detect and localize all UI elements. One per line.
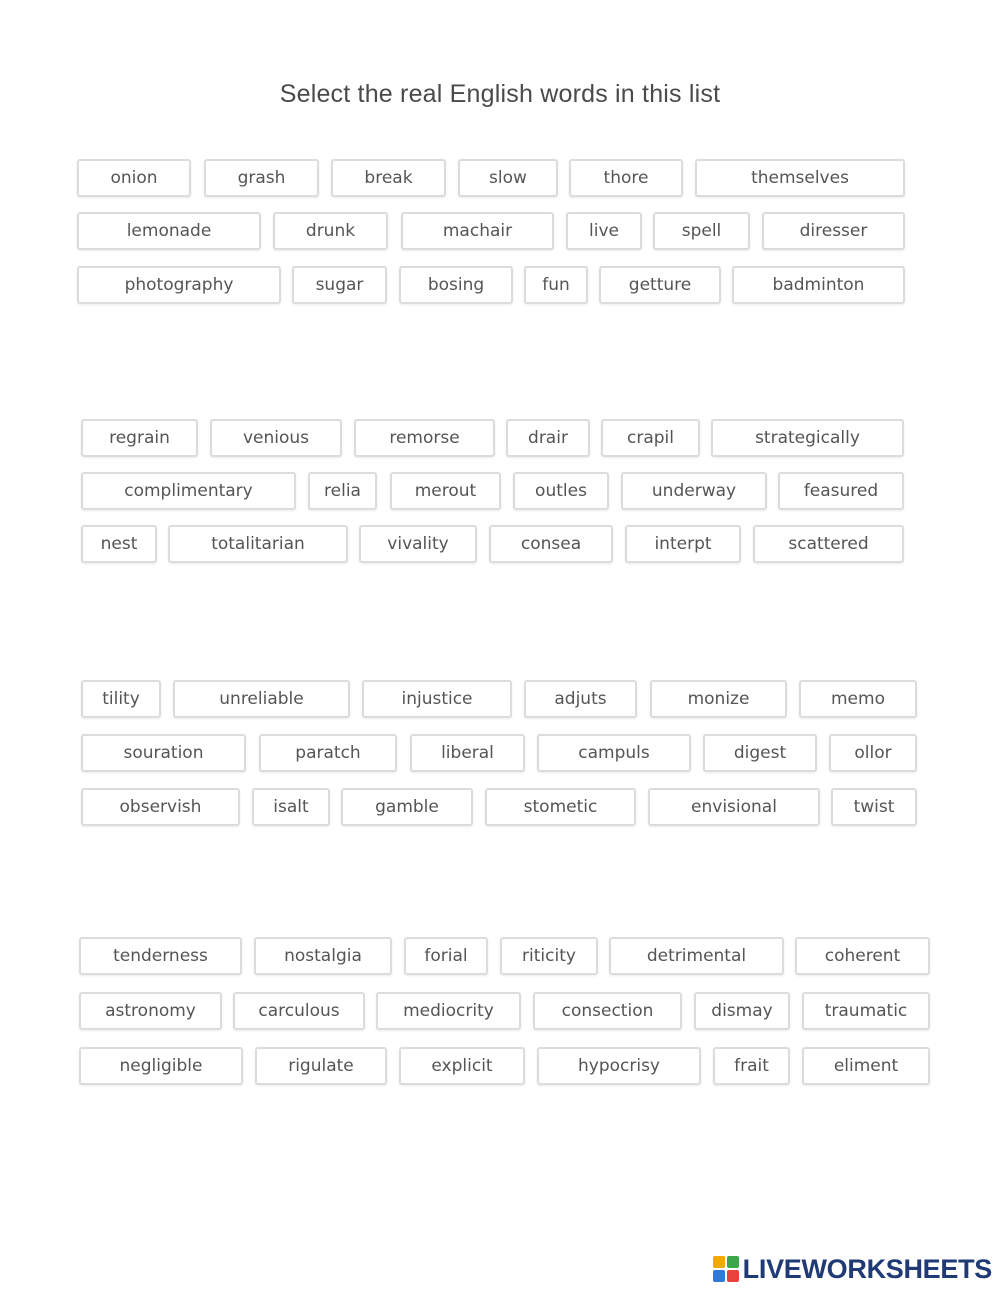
word-option[interactable]: coherent (795, 937, 930, 975)
word-option[interactable]: merout (390, 472, 501, 510)
word-option[interactable]: crapil (601, 419, 700, 457)
word-option[interactable]: eliment (802, 1047, 930, 1085)
word-option[interactable]: hypocrisy (537, 1047, 701, 1085)
word-option[interactable]: frait (713, 1047, 790, 1085)
word-row (0, 159, 1000, 199)
word-option[interactable]: traumatic (802, 992, 930, 1030)
word-option[interactable]: remorse (354, 419, 495, 457)
word-row (0, 472, 1000, 512)
word-option[interactable]: getture (599, 266, 721, 304)
word-option[interactable]: riticity (500, 937, 598, 975)
word-option[interactable]: tility (81, 680, 161, 718)
page-title: Select the real English words in this list (279, 80, 721, 108)
word-option[interactable]: carculous (233, 992, 365, 1030)
word-option[interactable]: fun (524, 266, 588, 304)
word-option[interactable]: memo (799, 680, 917, 718)
word-row (0, 680, 1000, 720)
word-option[interactable]: mediocrity (376, 992, 521, 1030)
word-option[interactable]: injustice (362, 680, 512, 718)
word-option[interactable]: astronomy (79, 992, 222, 1030)
word-option[interactable]: ollor (829, 734, 917, 772)
word-option[interactable]: consection (533, 992, 682, 1030)
word-option[interactable]: envisional (648, 788, 820, 826)
word-option[interactable]: venious (210, 419, 342, 457)
word-option[interactable]: interpt (625, 525, 741, 563)
word-option[interactable]: consea (489, 525, 613, 563)
word-row (0, 266, 1000, 306)
word-option[interactable]: paratch (259, 734, 397, 772)
word-option[interactable]: forial (404, 937, 488, 975)
word-option[interactable]: gamble (341, 788, 473, 826)
word-option[interactable]: monize (650, 680, 787, 718)
word-option[interactable]: liberal (410, 734, 525, 772)
word-option[interactable]: underway (621, 472, 767, 510)
word-option[interactable]: diresser (762, 212, 905, 250)
word-option[interactable]: totalitarian (168, 525, 348, 563)
word-option[interactable]: machair (401, 212, 554, 250)
word-option[interactable]: feasured (778, 472, 904, 510)
word-option[interactable]: thore (569, 159, 683, 197)
word-option[interactable]: relia (308, 472, 377, 510)
word-option[interactable]: souration (81, 734, 246, 772)
word-option[interactable]: outles (513, 472, 609, 510)
word-option[interactable]: nest (81, 525, 157, 563)
word-option[interactable]: observish (81, 788, 240, 826)
word-option[interactable]: vivality (359, 525, 477, 563)
liveworksheets-logo (713, 1252, 992, 1286)
word-option[interactable]: tenderness (79, 937, 242, 975)
word-row (0, 419, 1000, 459)
word-option[interactable]: spell (653, 212, 750, 250)
word-option[interactable]: strategically (711, 419, 904, 457)
word-option[interactable]: detrimental (609, 937, 784, 975)
word-option[interactable]: rigulate (255, 1047, 387, 1085)
word-option[interactable]: complimentary (81, 472, 296, 510)
word-option[interactable]: explicit (399, 1047, 525, 1085)
word-option[interactable]: unreliable (173, 680, 350, 718)
word-row (0, 937, 1000, 977)
word-option[interactable]: onion (77, 159, 191, 197)
word-option[interactable]: isalt (252, 788, 330, 826)
word-option[interactable]: bosing (399, 266, 513, 304)
word-option[interactable]: digest (703, 734, 817, 772)
word-option[interactable]: grash (204, 159, 319, 197)
word-option[interactable]: sugar (292, 266, 387, 304)
word-option[interactable]: adjuts (524, 680, 637, 718)
logo-text: LIVEWORKSHEETS (742, 1253, 992, 1284)
word-option[interactable]: twist (831, 788, 917, 826)
word-option[interactable]: negligible (79, 1047, 243, 1085)
word-option[interactable]: regrain (81, 419, 198, 457)
word-option[interactable]: live (566, 212, 642, 250)
logo-icon (713, 1256, 739, 1282)
word-option[interactable]: lemonade (77, 212, 261, 250)
word-option[interactable]: stometic (485, 788, 636, 826)
word-option[interactable]: nostalgia (254, 937, 392, 975)
word-option[interactable]: slow (458, 159, 558, 197)
word-row (0, 992, 1000, 1032)
word-row (0, 1047, 1000, 1087)
word-row (0, 788, 1000, 828)
word-option[interactable]: scattered (753, 525, 904, 563)
word-option[interactable]: badminton (732, 266, 905, 304)
word-option[interactable]: photography (77, 266, 281, 304)
word-option[interactable]: themselves (695, 159, 905, 197)
word-row (0, 734, 1000, 774)
word-option[interactable]: campuls (537, 734, 691, 772)
word-option[interactable]: drunk (273, 212, 388, 250)
word-row (0, 525, 1000, 565)
word-option[interactable]: dismay (694, 992, 790, 1030)
word-row (0, 212, 1000, 252)
word-option[interactable]: drair (506, 419, 590, 457)
word-option[interactable]: break (331, 159, 446, 197)
